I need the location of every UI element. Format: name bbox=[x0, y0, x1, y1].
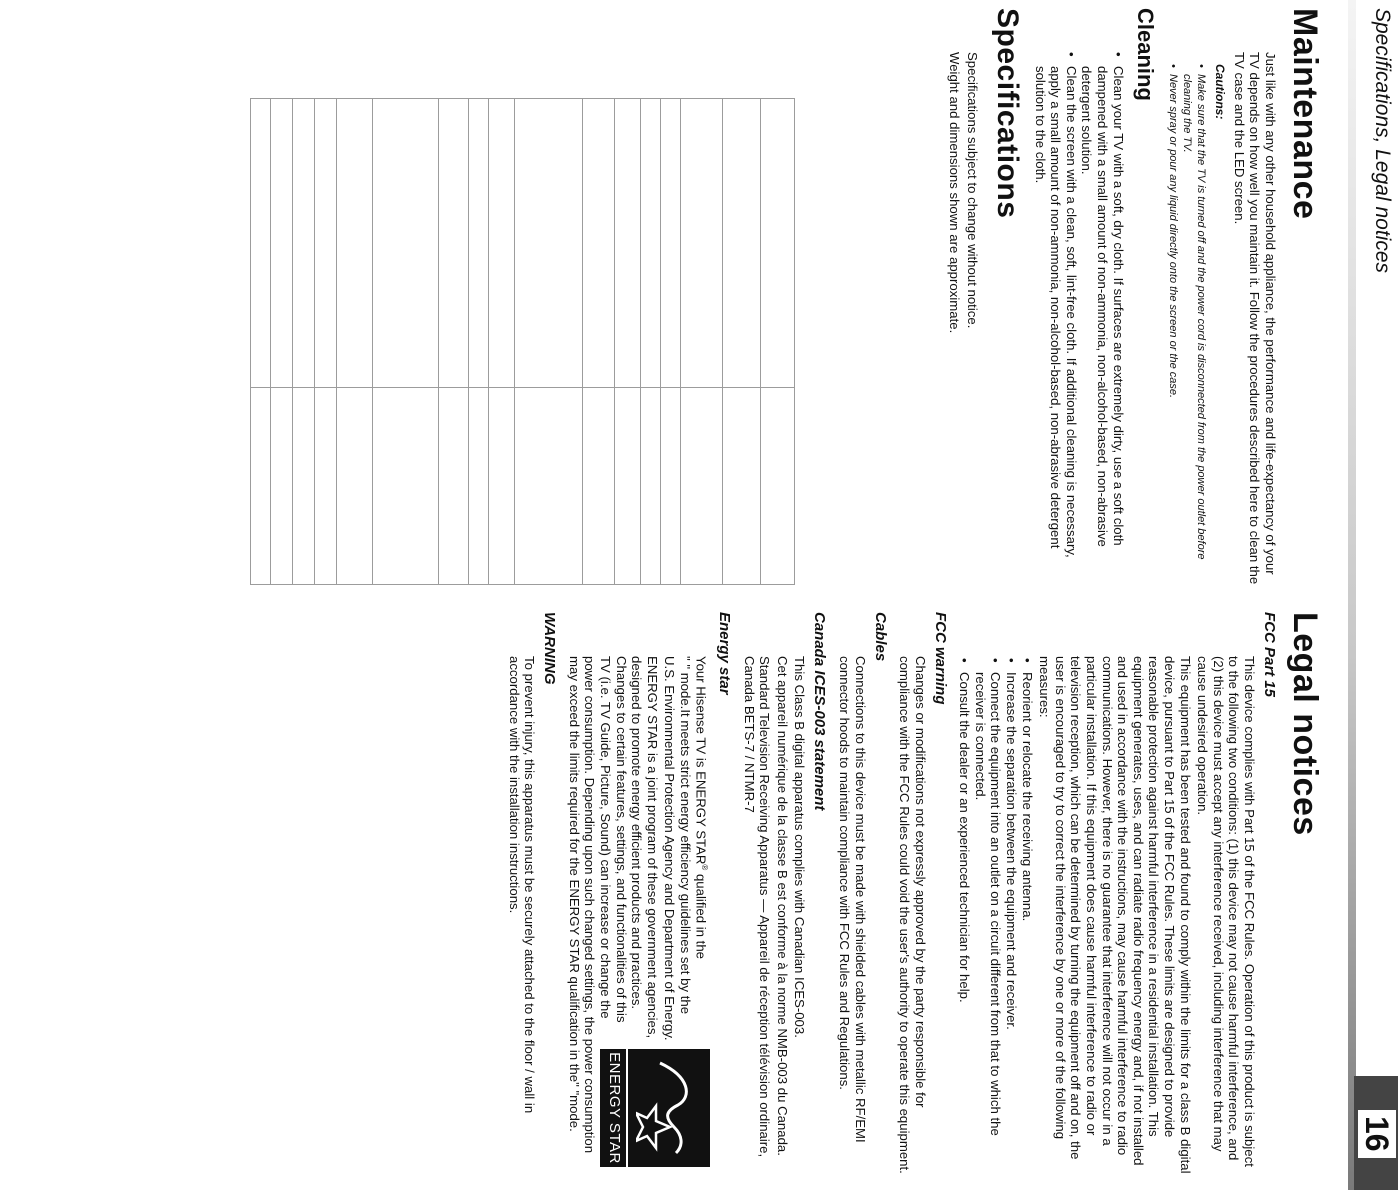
caution-item: • Never spray or pour any liquid directly onto the screen or the case. bbox=[1166, 8, 1180, 588]
fcc-part15-title: FCC Part 15 bbox=[1261, 612, 1278, 698]
spec-label-cell bbox=[489, 99, 515, 388]
spec-value-cell bbox=[251, 388, 271, 585]
spec-value-cell bbox=[681, 388, 723, 585]
specifications-table bbox=[250, 98, 795, 585]
spec-table-row bbox=[723, 99, 761, 585]
energy-star-text: " " mode.It meets strict energy efficiency guidelines set by the U.S. Environmental Protection Agency and Department of Energy. bbox=[662, 656, 693, 1041]
cautions-title: Cautions: bbox=[1213, 64, 1228, 120]
spec-value-cell bbox=[583, 388, 615, 585]
spec-table-row bbox=[615, 99, 641, 585]
fcc-warning-title: FCC warning bbox=[931, 612, 949, 705]
spec-label-cell bbox=[469, 99, 489, 388]
cleaning-list bbox=[1032, 8, 1126, 588]
right-column bbox=[504, 612, 1324, 1177]
canada-line: Standard Television Receiving Apparatus — Appareil de réception télévision ordinaire, Canada BETS-7 / NTMR-7 bbox=[741, 656, 773, 1158]
spec-value-cell bbox=[469, 388, 489, 585]
spec-label-cell bbox=[761, 99, 795, 388]
spec-label-cell bbox=[337, 99, 373, 388]
spec-table-row bbox=[251, 99, 271, 585]
spec-label-cell bbox=[583, 99, 615, 388]
fcc-warning-text: Changes or modifications not expressly approved by the party responsible for compliance with the FCC Rules could void the user's authority to operate this equipment. bbox=[897, 656, 928, 1174]
specs-note-change: Specifications subject to change without notice. bbox=[965, 52, 981, 329]
cables-title: Cables bbox=[871, 612, 889, 662]
spec-table-row bbox=[439, 99, 469, 585]
energy-star-logo-text: ENERGY STAR bbox=[600, 1049, 628, 1167]
spec-label-cell bbox=[271, 99, 293, 388]
warning-text: To prevent injury, this apparatus must be securely attached to the floor / wall in accordance with the installation instructions. bbox=[506, 656, 538, 1114]
header-gradient-band bbox=[1348, 0, 1356, 1190]
fcc-measure-item: • Increase the separation between the equipment and receiver. bbox=[1004, 612, 1020, 1177]
fcc-measures-list bbox=[957, 612, 1035, 1177]
fcc-part15-paragraph: This device complies with Part 15 of the FCC Rules. Operation of this product is subject to the following two conditions: (1) this device may not cause harmful interference, and (2) this device must accept any interference received, including interference that may cause undesired operation. bbox=[1195, 656, 1257, 1167]
spec-label-cell bbox=[661, 99, 681, 388]
spec-label-cell bbox=[315, 99, 337, 388]
cleaning-title: Cleaning bbox=[1132, 8, 1158, 101]
cautions-list bbox=[1166, 8, 1208, 588]
spec-label-cell bbox=[439, 99, 469, 388]
maintenance-title: Maintenance bbox=[1286, 8, 1324, 220]
canada-line: This Class B digital apparatus complies with Canadian ICES-003. bbox=[792, 656, 808, 1038]
canada-line: Cet appareil numérique de la classe B est conforme à la norme NMB-003 du Canada. bbox=[774, 656, 790, 1156]
spec-table-row bbox=[641, 99, 661, 585]
spec-value-cell bbox=[761, 388, 795, 585]
left-column bbox=[945, 8, 1324, 588]
spec-value-cell bbox=[337, 388, 373, 585]
spec-value-cell bbox=[661, 388, 681, 585]
spec-label-cell bbox=[515, 99, 583, 388]
spec-value-cell bbox=[723, 388, 761, 585]
energy-script-icon bbox=[636, 1057, 700, 1159]
spec-table-row bbox=[293, 99, 315, 585]
spec-table-row bbox=[337, 99, 373, 585]
fcc-measure-item: • Consult the dealer or an experienced technician for help. bbox=[957, 612, 973, 1177]
cleaning-item: • Clean the screen with a clean, soft, lint-free cloth. If additional cleaning is necessary, apply a small amount of non-ammonia, non-alcohol-based, non-abrasive detergent solution to the cloth. bbox=[1032, 8, 1079, 588]
spec-table-row bbox=[469, 99, 489, 585]
fcc-part15-paragraph: This equipment has been tested and found to comply within the limits for a class B digital device, pursuant to Part 15 of the FCC Rules. These limits are designed to provide reasonable protection against harmful interference in a residential installation. This equipment generates, uses, and can radiate radio frequency energy and, if not installed and used in accordance with the instructions, may cause harmful interference to radio communications. However, there is no guarantee that interference will not occur in a particular installation. If this equipment does cause harmful interference to radio or television reception, which can be determined by turning the equipment off and on, the user is encouraged to try to correct the interference by one or more of the following measures: bbox=[1037, 656, 1193, 1174]
header-title: Specifications, Legal notices bbox=[1371, 8, 1394, 273]
spec-table-row bbox=[315, 99, 337, 585]
canada-title: Canada ICES-003 statement bbox=[811, 612, 829, 811]
spec-value-cell bbox=[489, 388, 515, 585]
cables-text: Connections to this device must be made with shielded cables with metallic RF/EMI connector hoods to maintain compliance with FCC Rules and Regulations. bbox=[836, 656, 868, 1143]
page-header bbox=[1350, 0, 1398, 1190]
spec-table-row bbox=[761, 99, 795, 585]
spec-value-cell bbox=[315, 388, 337, 585]
energy-star-logo bbox=[600, 1049, 710, 1167]
spec-table-row bbox=[661, 99, 681, 585]
fcc-measure-item: • Connect the equipment into an outlet on a circuit different from that to which the receiver is connected. bbox=[972, 612, 1003, 1177]
maintenance-intro: Just like with any other household appliance, the performance and life-expectancy of your TV depends on how well you maintain it. Follow the procedures described here to clean the TV case and the LED screen. bbox=[1231, 52, 1278, 585]
spec-label-cell bbox=[251, 99, 271, 388]
specs-note-approximate: Weight and dimensions shown are approximate. bbox=[947, 52, 963, 334]
registered-mark: ® bbox=[699, 864, 709, 871]
spec-label-cell bbox=[615, 99, 641, 388]
spec-label-cell bbox=[373, 99, 439, 388]
spec-value-cell bbox=[293, 388, 315, 585]
spec-label-cell bbox=[723, 99, 761, 388]
specifications-title: Specifications bbox=[991, 8, 1025, 219]
cleaning-item: • Clean your TV with a soft, dry cloth. If surfaces are extremely dirty, use a soft cloth dampened with a small amount of non-ammonia, non-alcohol-based, non-abrasive detergent solution. bbox=[1079, 8, 1126, 588]
legal-notices-title: Legal notices bbox=[1286, 612, 1324, 836]
spec-value-cell bbox=[439, 388, 469, 585]
spec-table-row bbox=[681, 99, 723, 585]
fcc-measure-item: • Reorient or relocate the receiving antenna. bbox=[1019, 612, 1035, 1177]
spec-label-cell bbox=[681, 99, 723, 388]
spec-table-row bbox=[373, 99, 439, 585]
spec-value-cell bbox=[271, 388, 293, 585]
energy-star-title: Energy star bbox=[715, 612, 733, 695]
spec-label-cell bbox=[641, 99, 661, 388]
spec-table-row bbox=[489, 99, 515, 585]
caution-item: • Make sure that the TV is turned off and the power cord is disconnected from the power outlet before cleaning the TV. bbox=[1180, 8, 1208, 588]
spec-value-cell bbox=[515, 388, 583, 585]
energy-star-text: Your Hisense TV is ENERGY STAR bbox=[693, 656, 709, 865]
spec-value-cell bbox=[641, 388, 661, 585]
page-number: 16 bbox=[1358, 1110, 1396, 1158]
spec-label-cell bbox=[293, 99, 315, 388]
spec-table-row bbox=[583, 99, 615, 585]
spec-value-cell bbox=[373, 388, 439, 585]
energy-star-paragraph: ENERGY STAR is a joint program of these government agencies, designed to promote energy efficient products and practices. Changes to certain features, settings, and functionalities of this TV (i.e. TV Guide, Picture, Sound) can increase or change the power consumption. Depending upon such changed settings, the power consumption may exceed the limits required for the ENERGY STAR qualification in the" "mode. bbox=[566, 656, 660, 1154]
spec-value-cell bbox=[615, 388, 641, 585]
spec-table-row bbox=[271, 99, 293, 585]
spec-table-row bbox=[515, 99, 583, 585]
warning-title: WARNING bbox=[541, 612, 559, 685]
energy-star-text: qualified in the bbox=[693, 870, 709, 960]
